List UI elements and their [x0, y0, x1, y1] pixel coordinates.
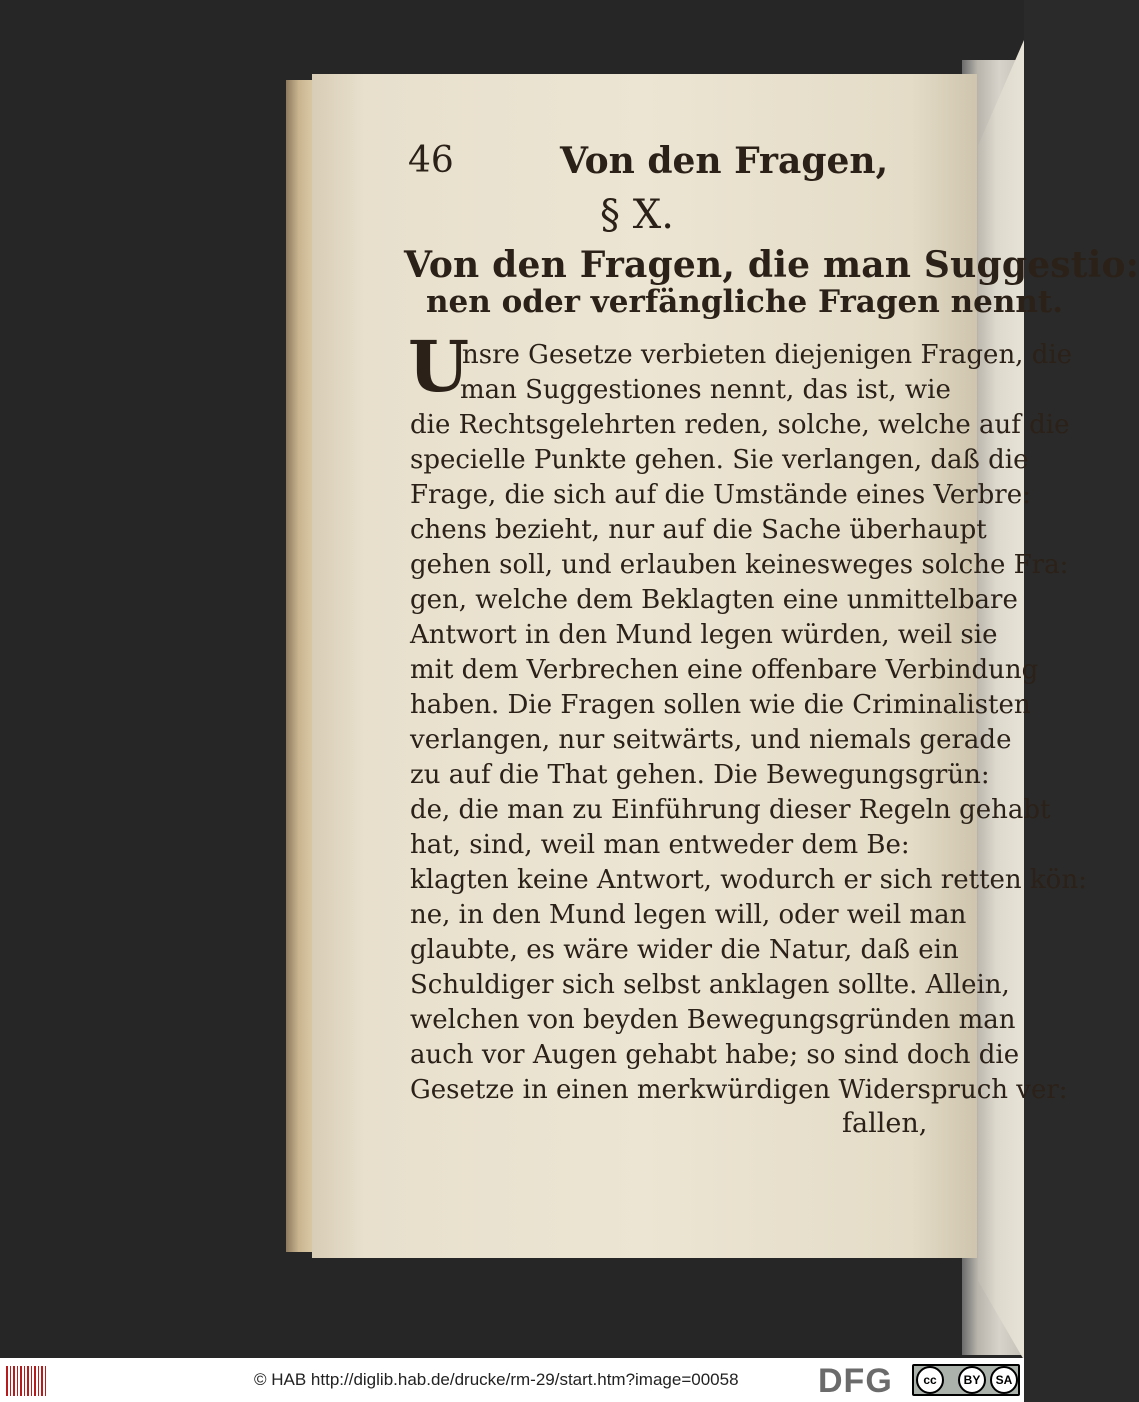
body-line-17: ne, in den Mund legen will, oder weil man	[410, 900, 967, 930]
body-line-2: man Suggestiones nennt, das ist, wie	[460, 375, 951, 405]
body-line-5: Frage, die sich auf die Umstände eines Verbre:	[410, 480, 1031, 510]
cc-license-badge[interactable]	[912, 1364, 1020, 1396]
body-line-20: welchen von beyden Bewegungsgründen man	[410, 1005, 1016, 1035]
body-line-16: klagten keine Antwort, wodurch er sich retten kön:	[410, 865, 1087, 895]
body-line-6: chens bezieht, nur auf die Sache überhaupt	[410, 515, 987, 545]
body-line-19: Schuldiger sich selbst anklagen sollte. Allein,	[410, 970, 1010, 1000]
body-line-1: nsre Gesetze verbieten diejenigen Fragen, die	[462, 340, 1073, 370]
dfg-logo: DFG	[818, 1362, 893, 1400]
body-line-18: glaubte, es wäre wider die Natur, daß ein	[410, 935, 959, 965]
body-line-4: specielle Punkte gehen. Sie verlangen, daß die	[410, 445, 1029, 475]
body-line-8: gen, welche dem Beklagten eine unmittelbare	[410, 585, 1018, 615]
initial-letter: U	[408, 325, 470, 408]
page-number: 46	[408, 140, 454, 181]
by-icon: BY	[958, 1366, 986, 1394]
body-line-11: haben. Die Fragen sollen wie die Criminalisten	[410, 690, 1031, 720]
body-line-12: verlangen, nur seitwärts, und niemals gerade	[410, 725, 1012, 755]
footer-bar	[0, 1358, 1024, 1402]
body-line-14: de, die man zu Einführung dieser Regeln gehabt	[410, 795, 1051, 825]
body-line-21: auch vor Augen gehabt habe; so sind doch die	[410, 1040, 1020, 1070]
copyright-link[interactable]: © HAB http://diglib.hab.de/drucke/rm-29/start.htm?image=00058	[254, 1370, 739, 1389]
sa-icon: SA	[990, 1366, 1018, 1394]
body-line-7: gehen soll, und erlauben keinesweges solche Fra:	[410, 550, 1069, 580]
body-line-13: zu auf die That gehen. Die Bewegungsgrün:	[410, 760, 990, 790]
section-title-line-2: nen oder verfängliche Fragen nennt.	[426, 284, 1064, 320]
body-line-15: hat, sind, weil man entweder dem Be:	[410, 830, 910, 860]
section-title-line-1: Von den Fragen, die man Suggestio:	[404, 244, 1139, 286]
section-mark: § X.	[600, 192, 674, 238]
cc-icon: cc	[916, 1366, 944, 1394]
catchword: fallen,	[842, 1108, 928, 1139]
body-line-10: mit dem Verbrechen eine offenbare Verbindung	[410, 655, 1039, 685]
body-line-22: Gesetze in einen merkwürdigen Widerspruch ver:	[410, 1075, 1068, 1105]
hab-barcode-icon	[6, 1366, 48, 1396]
body-line-3: die Rechtsgelehrten reden, solche, welche auf die	[410, 410, 1070, 440]
running-head: Von den Fragen,	[560, 140, 889, 182]
body-line-9: Antwort in den Mund legen würden, weil sie	[410, 620, 998, 650]
